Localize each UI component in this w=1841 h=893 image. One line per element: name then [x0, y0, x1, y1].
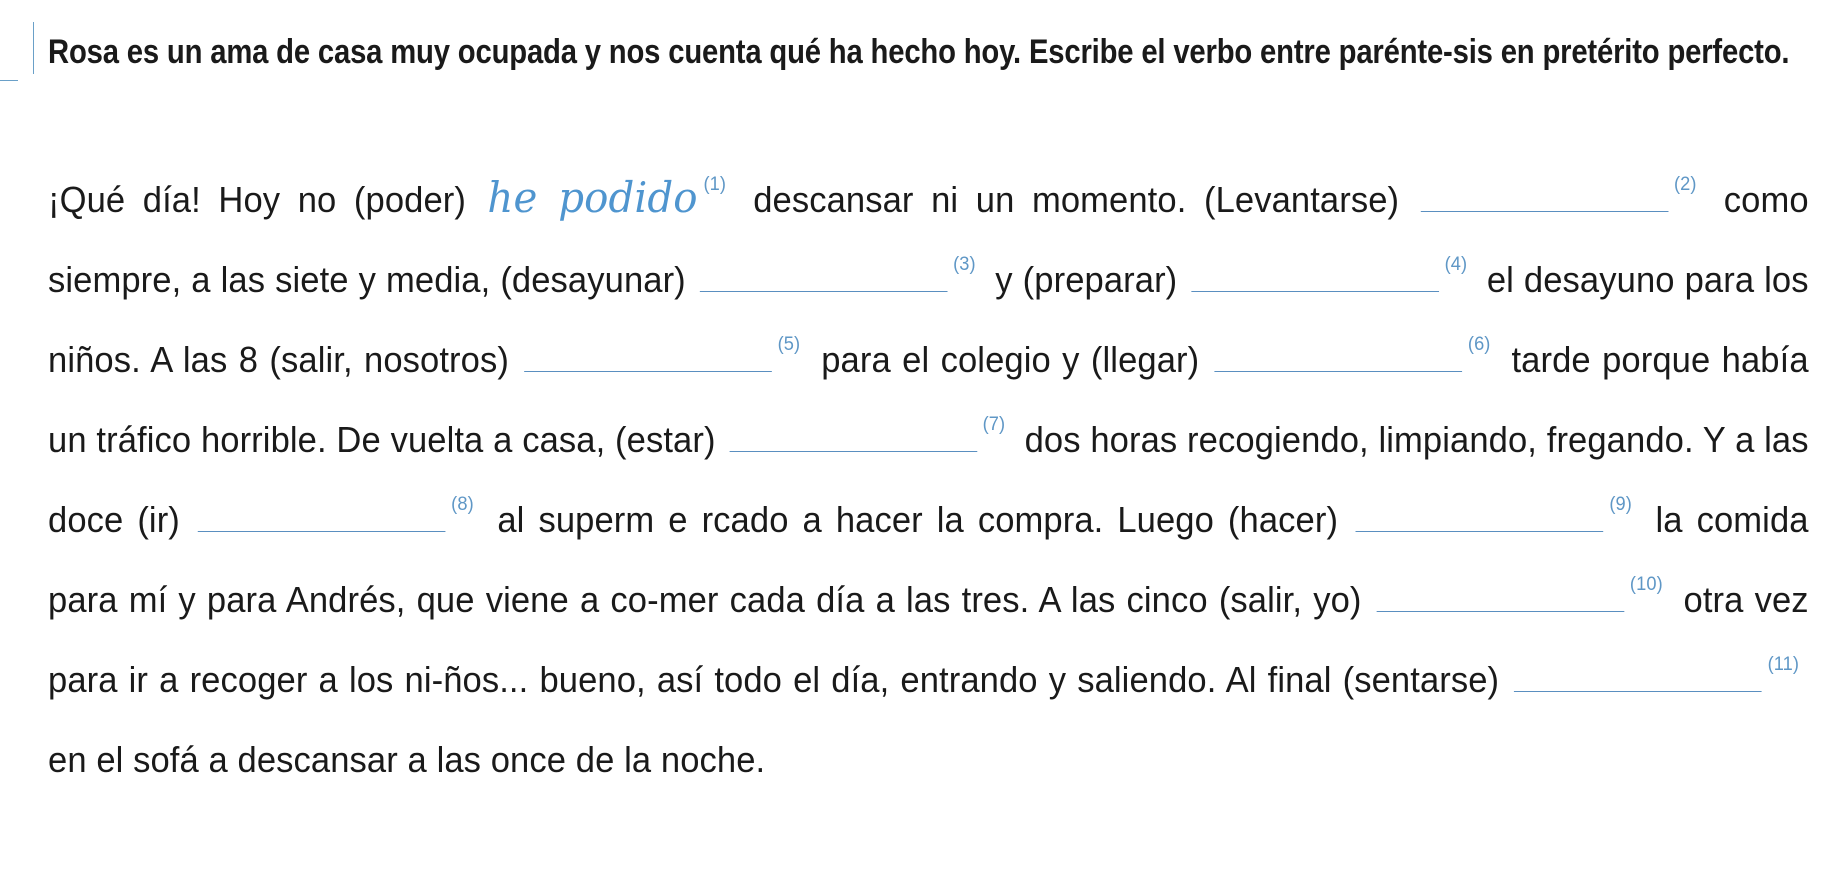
answer-blank[interactable]: [1421, 181, 1669, 212]
answer-blank[interactable]: [1214, 341, 1462, 372]
item-number: (2): [1673, 174, 1697, 195]
item-number: (5): [777, 334, 801, 355]
item-number: (4): [1444, 254, 1468, 275]
exercise-text: como siempre, a las siete y media, (desayunar): [48, 179, 1809, 300]
exercise-text: descansar ni un momento. (Levantarse): [753, 179, 1400, 220]
exercise-instruction: Rosa es un ama de casa muy ocupada y nos cuenta qué ha hecho hoy. Escribe el verbo entre parénte-sis en pretérito perfecto.: [48, 33, 1790, 71]
answer-blank[interactable]: [1191, 261, 1439, 292]
answer-blank[interactable]: [524, 341, 772, 372]
answer-blank[interactable]: [198, 501, 446, 532]
exercise-text: la comida para mí y para Andrés, que viene a co-mer cada día a las tres. A las cinco (salir, yo): [48, 499, 1809, 620]
exercise-text: tarde porque había un tráfico horrible. De vuelta a casa, (estar): [48, 339, 1809, 460]
exercise-text: el desayuno para los niños. A las 8 (salir, nosotros): [48, 259, 1809, 380]
exercise-text: dos horas recogiendo, limpiando, fregando. Y a las doce (ir): [48, 419, 1809, 540]
exercise-text: ¡Qué día! Hoy no (poder): [48, 179, 466, 220]
exercise-text: al superm e rcado a hacer la compra. Luego (hacer): [497, 499, 1339, 540]
item-number: (1): [703, 174, 727, 195]
answer-blank[interactable]: [1514, 661, 1762, 692]
answer-blank[interactable]: [729, 421, 977, 452]
handwritten-answer: he podido: [487, 173, 698, 222]
exercise-text: en el sofá a descansar a las once de la noche.: [48, 739, 766, 780]
exercise-text: y (preparar): [995, 259, 1178, 300]
answer-blank[interactable]: [1356, 501, 1604, 532]
left-margin-rule: [33, 22, 34, 74]
item-number: (9): [1609, 494, 1632, 515]
exercise-text: para el colegio y (llegar): [821, 339, 1200, 380]
item-number: (11): [1767, 654, 1800, 675]
exercise-paragraph: [48, 158, 1809, 878]
item-number: (6): [1467, 334, 1491, 355]
item-number: (3): [953, 254, 976, 275]
exercise-text: otra vez para ir a recoger a los ni-ños... bueno, así todo el día, entrando y saliendo. Al final (sentarse): [48, 579, 1809, 700]
item-number: (8): [451, 494, 474, 515]
left-margin-tick: [0, 80, 18, 81]
item-number: (10): [1629, 574, 1663, 595]
answer-blank[interactable]: [1376, 581, 1624, 612]
item-number: (7): [982, 414, 1006, 435]
answer-blank[interactable]: [700, 261, 948, 292]
